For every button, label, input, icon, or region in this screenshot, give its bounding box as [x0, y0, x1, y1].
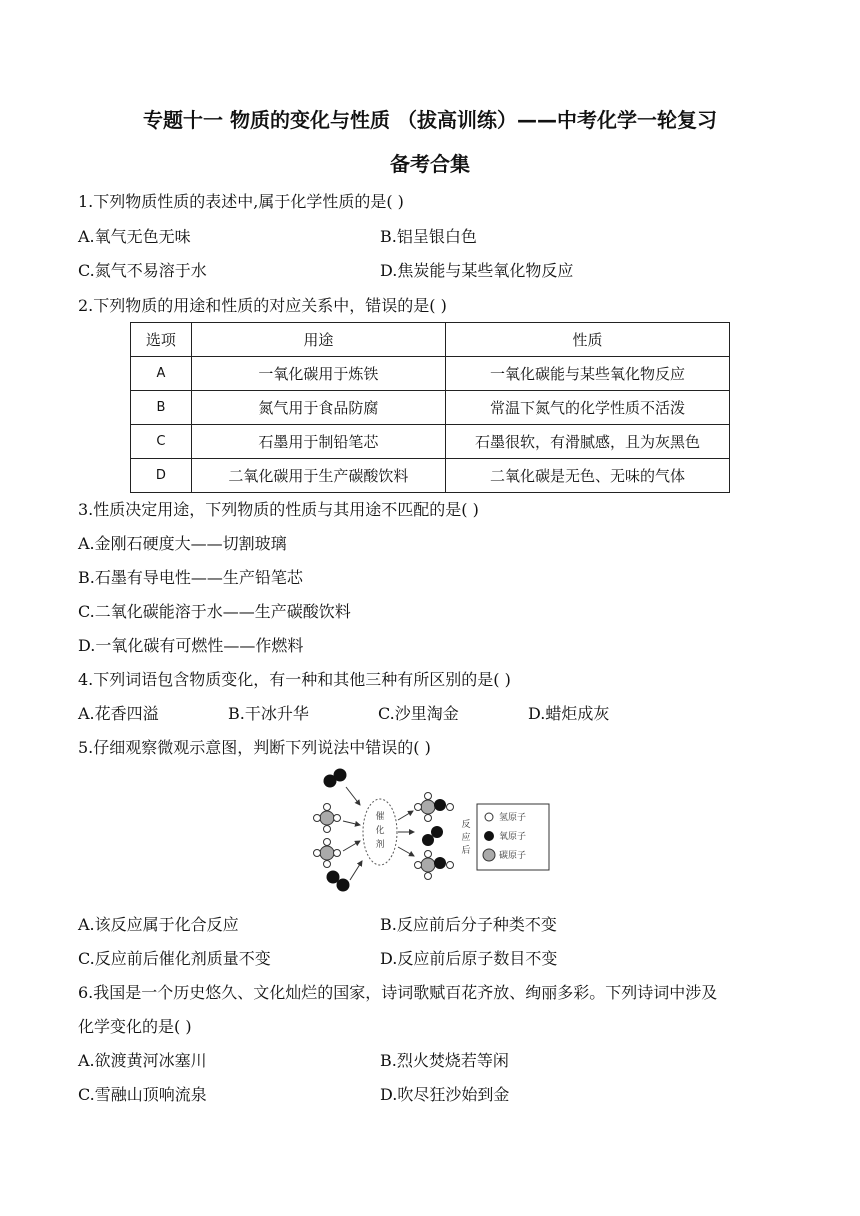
q4-option-b: B.干冰升华: [228, 704, 309, 723]
table-cell-use: 氮气用于食品防腐: [191, 391, 445, 425]
document-title-line2: 备考合集: [390, 152, 470, 176]
oxygen-atom-icon: [484, 831, 494, 841]
after-reaction-char: 后: [461, 846, 471, 856]
q1-option-c: C.氮气不易溶于水: [78, 261, 207, 280]
table-header-cell: 性质: [445, 323, 729, 357]
q4-option-a: A.花香四溢: [78, 704, 159, 723]
q4-stem: 4.下列词语包含物质变化，有一种和其他三种有所区别的是( ): [78, 670, 511, 689]
oxygen-molecule-icon: [422, 826, 443, 846]
catalyst-label-char: 催: [375, 812, 385, 822]
q1-stem: 1.下列物质性质的表述中,属于化学性质的是( ): [78, 192, 404, 211]
carbon-atom-icon: [483, 849, 495, 861]
q6-stem-line1: 6.我国是一个历史悠久、文化灿烂的国家，诗词歌赋百花齐放、绚丽多彩。下列诗词中涉及: [78, 983, 718, 1002]
table-row: [131, 459, 730, 493]
legend-oxygen: 氧原子: [499, 832, 527, 842]
table-row: [131, 391, 730, 425]
legend-carbon: 碳原子: [499, 851, 527, 861]
table-row: [131, 425, 730, 459]
q1-option-b: B.铝呈银白色: [380, 227, 477, 246]
table-cell-option: D: [131, 459, 192, 493]
methane-molecule-icon: [314, 804, 341, 833]
reaction-arrows-out: [398, 811, 414, 856]
methanol-molecule-icon: [415, 851, 454, 880]
q3-stem: 3.性质决定用途，下列物质的性质与其用途不匹配的是( ): [78, 500, 479, 519]
q5-option-d: D.反应前后原子数目不变: [380, 949, 558, 968]
q6-option-d: D.吹尽狂沙始到金: [380, 1085, 510, 1104]
methanol-molecule-icon: [415, 793, 454, 822]
q3-option-d: D.一氧化碳有可燃性——作燃料: [78, 636, 304, 655]
q1-option-d: D.焦炭能与某些氧化物反应: [380, 261, 574, 280]
q3-option-c: C.二氧化碳能溶于水——生产碳酸饮料: [78, 602, 351, 621]
q5-option-a: A.该反应属于化合反应: [78, 915, 239, 934]
microscopic-reaction-diagram: [300, 765, 555, 895]
q5-option-c: C.反应前后催化剂质量不变: [78, 949, 271, 968]
q5-option-b: B.反应前后分子种类不变: [380, 915, 557, 934]
table-header-cell: 用途: [191, 323, 445, 357]
table-cell-use: 石墨用于制铅笔芯: [191, 425, 445, 459]
table-cell-use: 一氧化碳用于炼铁: [191, 357, 445, 391]
q6-stem-line2: 化学变化的是( ): [78, 1017, 192, 1036]
table-cell-option: C: [131, 425, 192, 459]
table-cell-option: A: [131, 357, 192, 391]
hydrogen-atom-icon: [485, 813, 493, 821]
document-title-line1: 专题十一 物质的变化与性质 （拔高训练）——中考化学一轮复习: [143, 108, 717, 132]
table-header-row: [131, 323, 730, 357]
after-reaction-char: 反: [461, 820, 471, 830]
oxygen-molecule-icon: [324, 769, 347, 788]
table-cell-use: 二氧化碳用于生产碳酸饮料: [191, 459, 445, 493]
q6-option-b: B.烈火焚烧若等闲: [380, 1051, 509, 1070]
catalyst-label-char: 剂: [375, 840, 385, 850]
q2-table: [130, 322, 730, 493]
table-cell-property: 一氧化碳能与某些氧化物反应: [445, 357, 729, 391]
q5-stem: 5.仔细观察微观示意图，判断下列说法中错误的( ): [78, 738, 431, 757]
q4-option-c: C.沙里淘金: [378, 704, 459, 723]
legend-hydrogen: 氢原子: [499, 813, 527, 823]
q3-option-b: B.石墨有导电性——生产铅笔芯: [78, 568, 303, 587]
q3-option-a: A.金刚石硬度大——切割玻璃: [78, 534, 287, 553]
after-reaction-char: 应: [461, 833, 471, 843]
q4-option-d: D.蜡炬成灰: [528, 704, 610, 723]
table-cell-property: 石墨很软，有滑腻感，且为灰黑色: [445, 425, 729, 459]
table-cell-option: B: [131, 391, 192, 425]
table-cell-property: 常温下氮气的化学性质不活泼: [445, 391, 729, 425]
oxygen-molecule-icon: [327, 871, 350, 892]
q2-stem: 2.下列物质的用途和性质的对应关系中，错误的是( ): [78, 296, 447, 315]
table-header-cell: 选项: [131, 323, 192, 357]
q1-option-a: A.氧气无色无味: [78, 227, 191, 246]
q6-option-a: A.欲渡黄河冰塞川: [78, 1051, 207, 1070]
table-cell-property: 二氧化碳是无色、无味的气体: [445, 459, 729, 493]
q6-option-c: C.雪融山顶响流泉: [78, 1085, 207, 1104]
table-row: [131, 357, 730, 391]
methane-molecule-icon: [314, 839, 341, 868]
catalyst-label-char: 化: [375, 826, 385, 836]
reaction-arrows-in: [343, 787, 362, 880]
